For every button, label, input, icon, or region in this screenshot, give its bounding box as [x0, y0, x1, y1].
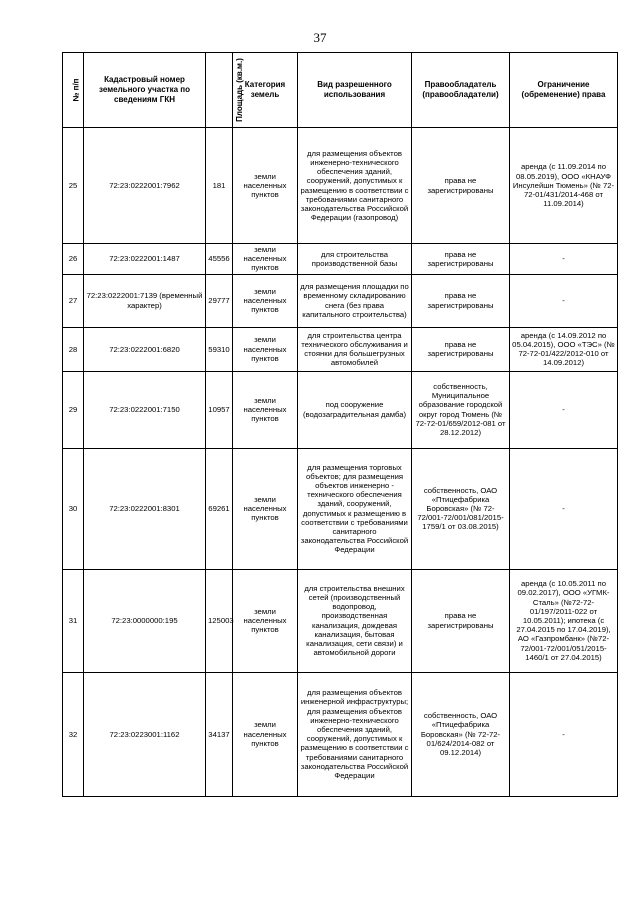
cell-category: земли населенных пунктов: [233, 448, 298, 569]
cell-area: 34137: [206, 672, 233, 796]
cell-area: 10957: [206, 371, 233, 448]
cell-use: для размещения торговых объектов; для размещения объектов инженерно - технического обеспечения зданий, сооружений, допустимых к размещению в соответствии с требованиями санитарного законодательства Российской Федерации: [298, 448, 412, 569]
cell-restriction: -: [510, 672, 618, 796]
table-row: [63, 327, 618, 371]
cell-num: 32: [63, 672, 84, 796]
table-row: [63, 128, 618, 244]
table-row: [63, 448, 618, 569]
header-category: Категория земель: [233, 53, 298, 128]
cell-restriction: -: [510, 244, 618, 275]
cell-restriction: -: [510, 448, 618, 569]
cell-owner: права не зарегистрированы: [412, 327, 510, 371]
header-restriction: Ограничение (обременение) права: [510, 53, 618, 128]
cell-category: земли населенных пунктов: [233, 128, 298, 244]
cell-owner: права не зарегистрированы: [412, 244, 510, 275]
cell-category: земли населенных пунктов: [233, 672, 298, 796]
cell-owner: права не зарегистрированы: [412, 274, 510, 327]
cell-use: для размещения объектов инженерной инфраструктуры; для размещения объектов инженерно-технического обеспечения зданий, сооружений, допустимых к размещению в соответствии с требованиями санитарного законодательства Российской Федерации: [298, 672, 412, 796]
cell-restriction: аренда (с 11.09.2014 по 08.05.2019), ООО «КНАУФ Инсулейшн Тюмень» (№ 72-72-01/431/2014-468 от 11.09.2014): [510, 128, 618, 244]
table-row: [63, 371, 618, 448]
cell-cadastral: 72:23:0222001:7139 (временный характер): [84, 274, 206, 327]
cell-area: 69261: [206, 448, 233, 569]
header-cadastral: Кадастровый номер земельного участка по сведениям ГКН: [84, 53, 206, 128]
cell-use: для размещения площадки по временному складированию снега (без права капитального строительства): [298, 274, 412, 327]
cell-num: 25: [63, 128, 84, 244]
cell-area: 29777: [206, 274, 233, 327]
table-row: [63, 569, 618, 672]
cell-cadastral: 72:23:0222001:7962: [84, 128, 206, 244]
header-use: Вид разрешенного использования: [298, 53, 412, 128]
cell-owner: права не зарегистрированы: [412, 128, 510, 244]
cell-owner: собственность, ОАО «Птицефабрика Боровская» (№ 72-72-01/624/2014-082 от 09.12.2014): [412, 672, 510, 796]
cell-use: для строительства центра технического обслуживания и стоянки для большегрузных автомобилей: [298, 327, 412, 371]
cell-num: 28: [63, 327, 84, 371]
cell-use: для размещения объектов инженерно-технического обеспечения зданий, сооружений, допустимых к размещению в соответствии с требованиями санитарного законодательства Российской Федерации (газопровод): [298, 128, 412, 244]
cell-restriction: -: [510, 371, 618, 448]
cell-category: земли населенных пунктов: [233, 327, 298, 371]
cell-area: 59310: [206, 327, 233, 371]
cell-cadastral: 72:23:0222001:6820: [84, 327, 206, 371]
table-row: [63, 274, 618, 327]
table-row: [63, 672, 618, 796]
cell-owner: права не зарегистрированы: [412, 569, 510, 672]
cell-use: под сооружение (водозаградительная дамба): [298, 371, 412, 448]
cell-num: 30: [63, 448, 84, 569]
cell-num: 29: [63, 371, 84, 448]
cell-cadastral: 72:23:0223001:1162: [84, 672, 206, 796]
cell-cadastral: 72:23:0222001:1487: [84, 244, 206, 275]
cell-restriction: аренда (с 10.05.2011 по 09.02.2017), ООО «УГМК-Сталь» (№72-72-01/197/2011-022 от 10.05.2011); ипотека (с 27.04.2015 по 17.04.2019), АО «Газпромбанк» (№72-72/001-72/001/051/2015-1460/1 от 27.04.2015): [510, 569, 618, 672]
table-row: [63, 244, 618, 275]
cell-num: 31: [63, 569, 84, 672]
table-header-row: [63, 53, 618, 128]
header-num: № п/п: [63, 53, 84, 128]
cell-owner: собственность, ОАО «Птицефабрика Боровская» (№ 72-72/001-72/001/081/2015-1759/1 от 03.08.2015): [412, 448, 510, 569]
cell-cadastral: 72:23:0222001:7150: [84, 371, 206, 448]
cell-restriction: -: [510, 274, 618, 327]
cell-use: для строительства производственной базы: [298, 244, 412, 275]
cell-area: 125003: [206, 569, 233, 672]
header-owner: Правообладатель (правообладатели): [412, 53, 510, 128]
cell-category: земли населенных пунктов: [233, 274, 298, 327]
header-area: Площадь (кв.м.): [206, 53, 233, 128]
cell-restriction: аренда (с 14.09.2012 по 05.04.2015), ООО «ТЭС» (№ 72-72-01/422/2012-010 от 14.09.2012): [510, 327, 618, 371]
cell-cadastral: 72:23:0222001:8301: [84, 448, 206, 569]
cell-category: земли населенных пунктов: [233, 244, 298, 275]
cell-num: 27: [63, 274, 84, 327]
cell-area: 181: [206, 128, 233, 244]
cell-category: земли населенных пунктов: [233, 569, 298, 672]
land-plots-table: [62, 52, 618, 797]
page-number: 37: [313, 30, 327, 45]
cell-category: земли населенных пунктов: [233, 371, 298, 448]
cell-owner: собственность, Муниципальное образование городской округ город Тюмень (№ 72-72-01/659/2012-081 от 28.12.2012): [412, 371, 510, 448]
cell-use: для строительства внешних сетей (производственный водопровод, производственная канализация, дождевая канализация, бытовая канализация, сети связи) и автомобильной дороги: [298, 569, 412, 672]
cell-area: 45556: [206, 244, 233, 275]
cell-cadastral: 72:23:0000000:195: [84, 569, 206, 672]
cell-num: 26: [63, 244, 84, 275]
